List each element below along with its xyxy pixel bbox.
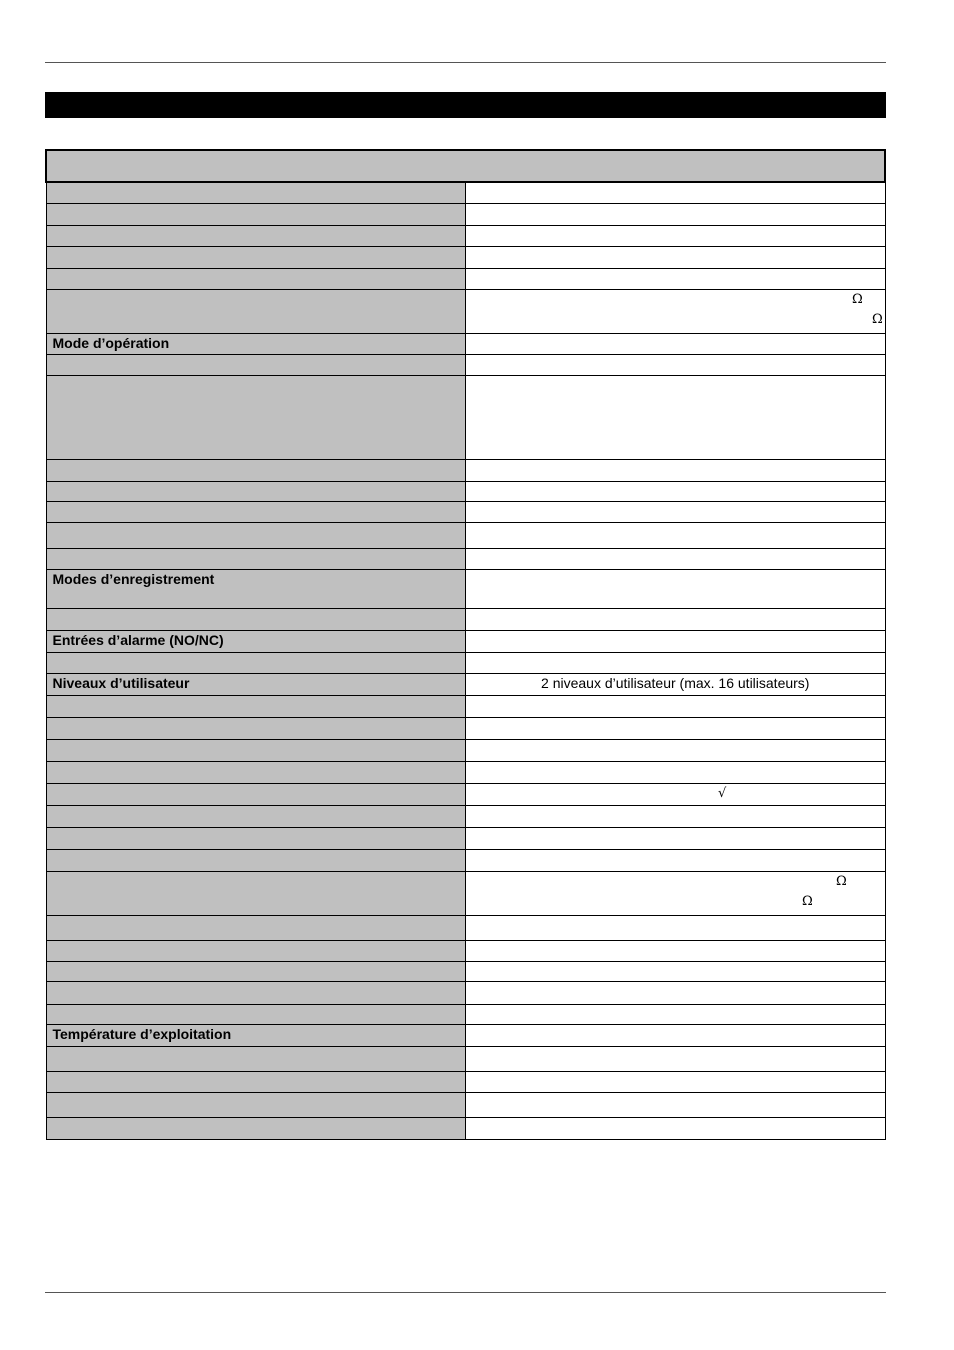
table-row [46,289,885,333]
table-row [46,246,885,268]
spec-label [46,849,466,871]
spec-value [466,459,886,481]
table-row [46,268,885,289]
table-row [46,1117,885,1139]
table-row [46,805,885,827]
spec-label [46,695,466,717]
spec-value [466,1004,886,1024]
spec-value [466,695,886,717]
table-row [46,961,885,981]
spec-label [46,761,466,783]
table-row [46,652,885,673]
spec-label [46,354,466,375]
spec-value [466,481,886,501]
checkmark-icon: √ [718,785,727,801]
spec-label: Température d’exploitation [46,1024,466,1046]
spec-label [46,940,466,961]
spec-value [466,827,886,849]
spec-label [46,459,466,481]
table-row [46,225,885,246]
spec-value [466,569,886,608]
spec-value [466,354,886,375]
spec-label [46,652,466,673]
spec-label [46,268,466,289]
spec-label: Entrées d’alarme (NO/NC) [46,630,466,652]
spec-value [466,289,886,333]
spec-value [466,246,886,268]
spec-label [46,501,466,522]
spec-value [466,805,886,827]
table-row [46,827,885,849]
top-rule [45,62,886,63]
table-header-row [46,150,885,182]
spec-value [466,1046,886,1071]
table-row [46,569,885,608]
spec-label [46,717,466,739]
spec-value [466,1071,886,1092]
spec-label [46,203,466,225]
spec-value [466,1092,886,1117]
spec-label [46,375,466,459]
table-row [46,501,885,522]
spec-label [46,981,466,1004]
spec-value [466,182,886,203]
spec-label: Niveaux d’utilisateur [46,673,466,695]
table-row [46,1092,885,1117]
table-row [46,783,885,805]
spec-label [46,739,466,761]
spec-label: Mode d’opération [46,333,466,354]
spec-value [466,761,886,783]
table-row [46,1071,885,1092]
table-row [46,481,885,501]
spec-label [46,783,466,805]
table-row [46,717,885,739]
spec-value [466,1024,886,1046]
table-row [46,1024,885,1046]
spec-label [46,246,466,268]
table-row [46,522,885,548]
spec-label [46,522,466,548]
table-header [46,150,885,182]
table-row [46,375,885,459]
spec-value [466,203,886,225]
spec-value [466,871,886,915]
spec-value [466,225,886,246]
spec-label [46,915,466,940]
spec-value [466,333,886,354]
spec-label [46,805,466,827]
spec-label [46,827,466,849]
spec-label [46,1117,466,1139]
spec-label [46,961,466,981]
spec-label [46,608,466,630]
table-row [46,1046,885,1071]
spec-value [466,981,886,1004]
spec-label [46,225,466,246]
spec-label [46,481,466,501]
spec-table [45,149,886,1140]
table-row [46,630,885,652]
spec-value [466,522,886,548]
spec-value [466,375,886,459]
table-row [46,739,885,761]
section-title-bar [45,92,886,118]
table-row [46,940,885,961]
spec-value [466,940,886,961]
table-row [46,673,885,695]
table-row [46,981,885,1004]
spec-value [466,961,886,981]
spec-value [466,501,886,522]
spec-label: Modes d’enregistrement [46,569,466,608]
spec-label [46,1092,466,1117]
table-row [46,203,885,225]
spec-label [46,182,466,203]
table-row [46,849,885,871]
table-row [46,695,885,717]
spec-label [46,548,466,569]
table-row [46,459,885,481]
spec-label [46,871,466,915]
bottom-rule [45,1292,886,1293]
table-row [46,1004,885,1024]
table-row [46,871,885,915]
spec-value [466,630,886,652]
spec-value: 2 niveaux d’utilisateur (max. 16 utilisateurs) [466,673,886,695]
spec-value [466,717,886,739]
omega-symbol: Ω [852,291,863,307]
table-row [46,354,885,375]
table-row [46,548,885,569]
table-row [46,333,885,354]
omega-symbol: Ω [802,893,813,909]
spec-value [466,739,886,761]
spec-value [466,548,886,569]
spec-value [466,268,886,289]
spec-label [46,1071,466,1092]
omega-symbol: Ω [872,311,883,327]
spec-value [466,652,886,673]
table-row [46,761,885,783]
table-row [46,182,885,203]
spec-value [466,849,886,871]
spec-label [46,289,466,333]
spec-label [46,1046,466,1071]
table-row [46,915,885,940]
spec-value [466,1117,886,1139]
spec-value [466,608,886,630]
spec-value [466,783,886,805]
omega-symbol: Ω [836,873,847,889]
table-row [46,608,885,630]
spec-value [466,915,886,940]
spec-label [46,1004,466,1024]
